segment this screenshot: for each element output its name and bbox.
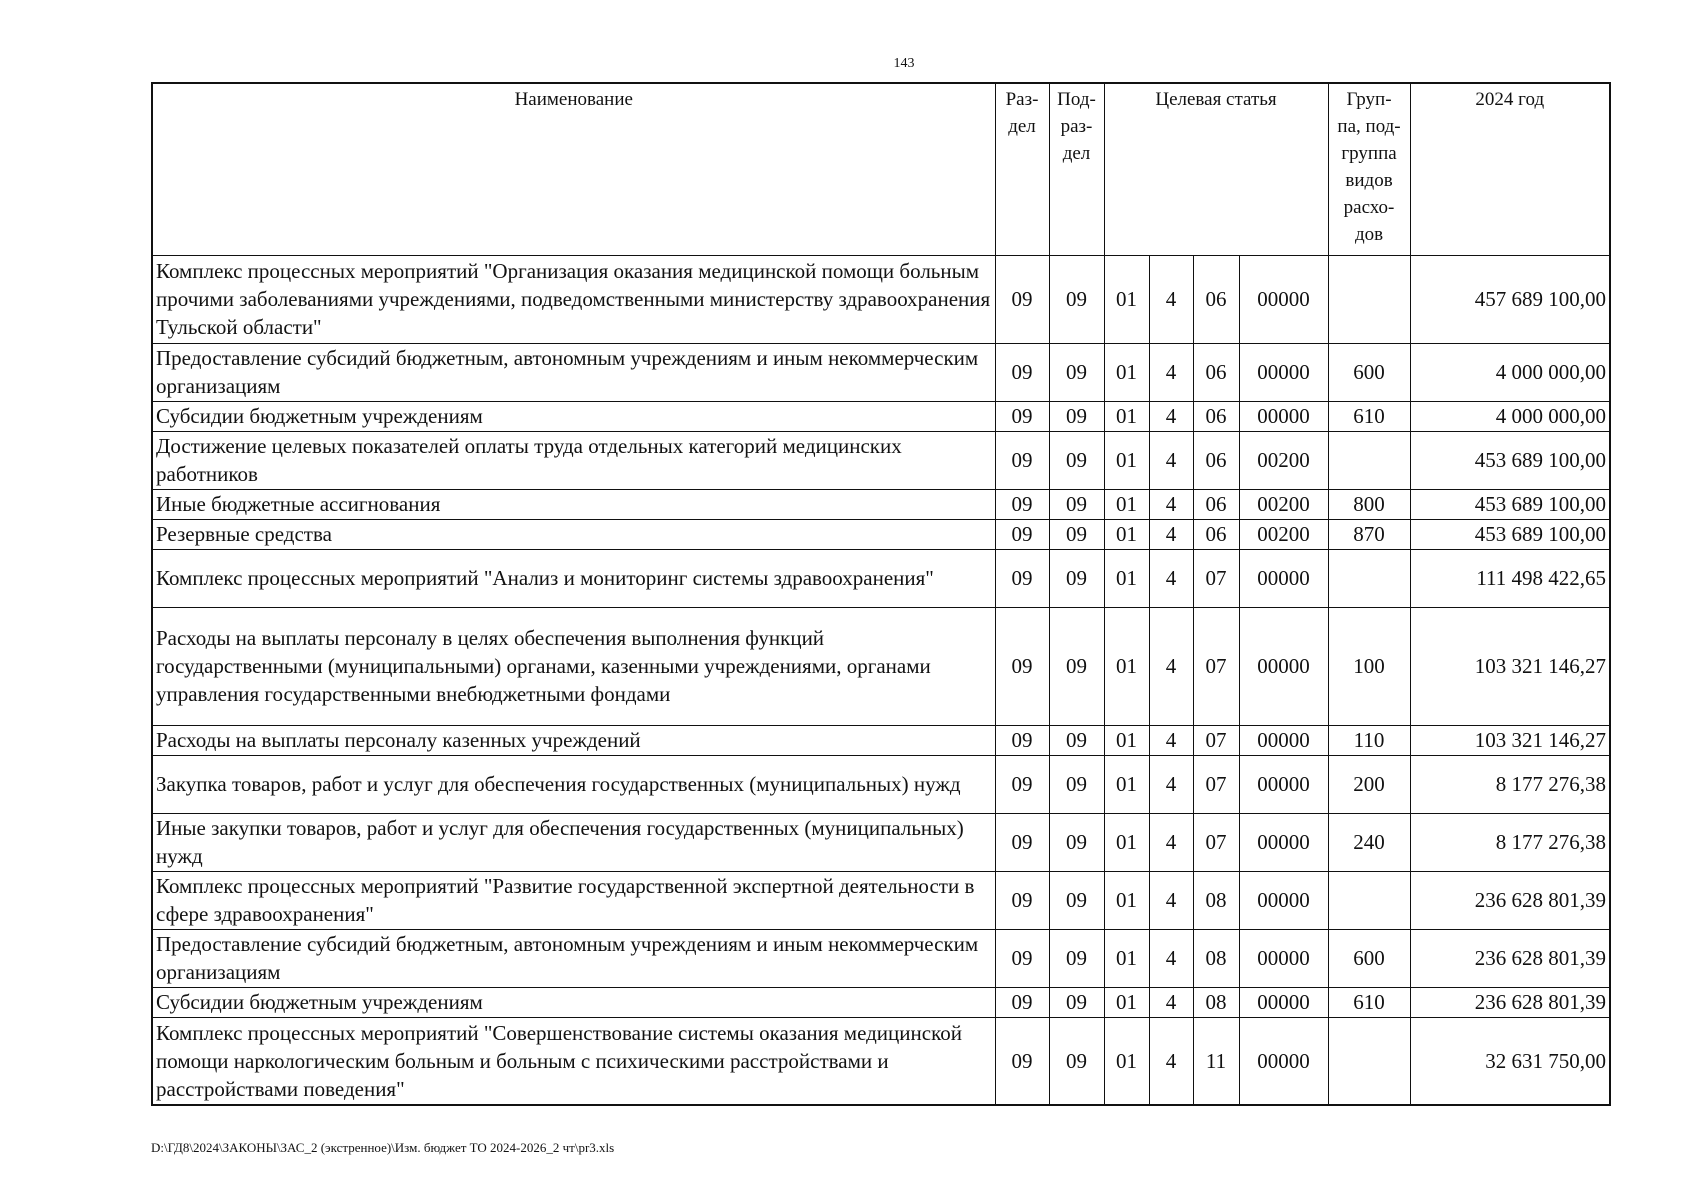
- row-expense-group: 200: [1328, 755, 1410, 813]
- row-target-3: 07: [1193, 607, 1239, 725]
- row-section: 09: [995, 401, 1049, 431]
- row-name: Комплекс процессных мероприятий "Развитие государственной экспертной деятельности в сфере здравоохранения": [152, 871, 995, 929]
- row-target-3: 06: [1193, 489, 1239, 519]
- row-name: Достижение целевых показателей оплаты труда отдельных категорий медицинских работников: [152, 431, 995, 489]
- header-group: Груп- па, под- группа видов расхо- дов: [1328, 83, 1410, 255]
- row-target-3: 07: [1193, 755, 1239, 813]
- table-row: [152, 489, 1610, 519]
- row-target-3: 08: [1193, 871, 1239, 929]
- row-name: Субсидии бюджетным учреждениям: [152, 987, 995, 1017]
- row-target-3: 08: [1193, 987, 1239, 1017]
- row-section: 09: [995, 987, 1049, 1017]
- row-target-4: 00000: [1239, 929, 1328, 987]
- row-target-2: 4: [1149, 987, 1193, 1017]
- row-target-2: 4: [1149, 929, 1193, 987]
- row-section: 09: [995, 489, 1049, 519]
- row-target-4: 00000: [1239, 987, 1328, 1017]
- row-amount: 236 628 801,39: [1410, 987, 1610, 1017]
- header-subsection: Под- раз- дел: [1049, 83, 1104, 255]
- row-target-4: 00000: [1239, 549, 1328, 607]
- row-target-3: 06: [1193, 255, 1239, 343]
- row-amount: 32 631 750,00: [1410, 1017, 1610, 1105]
- row-expense-group: [1328, 431, 1410, 489]
- row-target-1: 01: [1104, 871, 1149, 929]
- row-section: 09: [995, 871, 1049, 929]
- table-row: [152, 725, 1610, 755]
- row-target-4: 00200: [1239, 519, 1328, 549]
- row-target-1: 01: [1104, 929, 1149, 987]
- row-target-3: 06: [1193, 519, 1239, 549]
- row-section: 09: [995, 549, 1049, 607]
- row-subsection: 09: [1049, 255, 1104, 343]
- row-target-4: 00000: [1239, 401, 1328, 431]
- row-target-2: 4: [1149, 871, 1193, 929]
- row-expense-group: 870: [1328, 519, 1410, 549]
- row-amount: 453 689 100,00: [1410, 489, 1610, 519]
- table-row: [152, 549, 1610, 607]
- row-expense-group: 110: [1328, 725, 1410, 755]
- row-target-1: 01: [1104, 549, 1149, 607]
- row-name: Комплекс процессных мероприятий "Совершенствование системы оказания медицинской помощи наркологическим больным и больным с психическими расстройствами и расстройствами поведения": [152, 1017, 995, 1105]
- header-name: Наименование: [152, 83, 995, 255]
- row-target-2: 4: [1149, 489, 1193, 519]
- row-name: Субсидии бюджетным учреждениям: [152, 401, 995, 431]
- row-name: Предоставление субсидий бюджетным, автономным учреждениям и иным некоммерческим организациям: [152, 343, 995, 401]
- row-name: Закупка товаров, работ и услуг для обеспечения государственных (муниципальных) нужд: [152, 755, 995, 813]
- row-target-4: 00000: [1239, 813, 1328, 871]
- budget-table: [151, 82, 1611, 1106]
- row-section: 09: [995, 519, 1049, 549]
- row-expense-group: [1328, 1017, 1410, 1105]
- table-row: [152, 401, 1610, 431]
- row-target-4: 00000: [1239, 755, 1328, 813]
- row-target-4: 00000: [1239, 725, 1328, 755]
- row-target-2: 4: [1149, 549, 1193, 607]
- row-target-2: 4: [1149, 519, 1193, 549]
- row-target-1: 01: [1104, 519, 1149, 549]
- row-target-4: 00000: [1239, 343, 1328, 401]
- table-row: [152, 1017, 1610, 1105]
- table-row: [152, 987, 1610, 1017]
- row-amount: 4 000 000,00: [1410, 401, 1610, 431]
- row-target-1: 01: [1104, 343, 1149, 401]
- row-name: Комплекс процессных мероприятий "Анализ и мониторинг системы здравоохранения": [152, 549, 995, 607]
- row-target-4: 00200: [1239, 431, 1328, 489]
- row-target-2: 4: [1149, 255, 1193, 343]
- row-target-2: 4: [1149, 343, 1193, 401]
- table-row: [152, 871, 1610, 929]
- row-expense-group: 800: [1328, 489, 1410, 519]
- row-amount: 236 628 801,39: [1410, 871, 1610, 929]
- row-amount: 111 498 422,65: [1410, 549, 1610, 607]
- row-target-3: 11: [1193, 1017, 1239, 1105]
- table-row: [152, 255, 1610, 343]
- row-subsection: 09: [1049, 1017, 1104, 1105]
- row-target-1: 01: [1104, 255, 1149, 343]
- row-name: Комплекс процессных мероприятий "Организация оказания медицинской помощи больным прочими заболеваниями учреждениями, подведомственными министерству здравоохранения Тульской области": [152, 255, 995, 343]
- row-target-1: 01: [1104, 1017, 1149, 1105]
- row-target-4: 00000: [1239, 871, 1328, 929]
- row-target-2: 4: [1149, 431, 1193, 489]
- row-target-3: 06: [1193, 431, 1239, 489]
- row-target-3: 07: [1193, 813, 1239, 871]
- row-target-1: 01: [1104, 489, 1149, 519]
- row-subsection: 09: [1049, 489, 1104, 519]
- row-expense-group: [1328, 871, 1410, 929]
- row-name: Расходы на выплаты персоналу казенных учреждений: [152, 725, 995, 755]
- row-target-2: 4: [1149, 725, 1193, 755]
- row-target-1: 01: [1104, 725, 1149, 755]
- row-section: 09: [995, 929, 1049, 987]
- row-subsection: 09: [1049, 519, 1104, 549]
- row-section: 09: [995, 725, 1049, 755]
- row-target-4: 00000: [1239, 607, 1328, 725]
- row-expense-group: [1328, 255, 1410, 343]
- row-target-4: 00000: [1239, 255, 1328, 343]
- footer-file-path: D:\ГД8\2024\ЗАКОНЫ\ЗАС_2 (экстренное)\Изм. бюджет ТО 2024-2026_2 чт\pr3.xls: [151, 1140, 615, 1155]
- row-subsection: 09: [1049, 755, 1104, 813]
- row-name: Предоставление субсидий бюджетным, автономным учреждениям и иным некоммерческим организациям: [152, 929, 995, 987]
- row-amount: 453 689 100,00: [1410, 431, 1610, 489]
- row-expense-group: [1328, 549, 1410, 607]
- row-target-3: 08: [1193, 929, 1239, 987]
- row-target-2: 4: [1149, 813, 1193, 871]
- row-target-2: 4: [1149, 1017, 1193, 1105]
- table-row: [152, 755, 1610, 813]
- row-subsection: 09: [1049, 813, 1104, 871]
- row-target-4: 00200: [1239, 489, 1328, 519]
- row-subsection: 09: [1049, 431, 1104, 489]
- row-target-3: 07: [1193, 549, 1239, 607]
- row-amount: 457 689 100,00: [1410, 255, 1610, 343]
- row-amount: 4 000 000,00: [1410, 343, 1610, 401]
- row-name: Резервные средства: [152, 519, 995, 549]
- row-amount: 453 689 100,00: [1410, 519, 1610, 549]
- table-row: [152, 813, 1610, 871]
- row-target-1: 01: [1104, 987, 1149, 1017]
- row-target-1: 01: [1104, 431, 1149, 489]
- row-section: 09: [995, 607, 1049, 725]
- row-name: Иные бюджетные ассигнования: [152, 489, 995, 519]
- row-target-1: 01: [1104, 607, 1149, 725]
- table-row: [152, 607, 1610, 725]
- table-row: [152, 519, 1610, 549]
- row-subsection: 09: [1049, 871, 1104, 929]
- header-section: Раз- дел: [995, 83, 1049, 255]
- row-expense-group: 100: [1328, 607, 1410, 725]
- row-target-3: 06: [1193, 343, 1239, 401]
- row-subsection: 09: [1049, 401, 1104, 431]
- row-amount: 8 177 276,38: [1410, 755, 1610, 813]
- row-subsection: 09: [1049, 607, 1104, 725]
- row-expense-group: 600: [1328, 929, 1410, 987]
- row-subsection: 09: [1049, 929, 1104, 987]
- row-target-2: 4: [1149, 401, 1193, 431]
- table-row: [152, 431, 1610, 489]
- row-expense-group: 240: [1328, 813, 1410, 871]
- header-target: Целевая статья: [1104, 83, 1328, 255]
- row-target-1: 01: [1104, 755, 1149, 813]
- row-target-4: 00000: [1239, 1017, 1328, 1105]
- row-target-3: 07: [1193, 725, 1239, 755]
- row-section: 09: [995, 343, 1049, 401]
- row-section: 09: [995, 755, 1049, 813]
- header-row: [152, 83, 1610, 255]
- row-expense-group: 610: [1328, 401, 1410, 431]
- row-subsection: 09: [1049, 549, 1104, 607]
- table-row: [152, 929, 1610, 987]
- row-amount: 236 628 801,39: [1410, 929, 1610, 987]
- table-body: [152, 255, 1610, 1105]
- row-amount: 103 321 146,27: [1410, 725, 1610, 755]
- row-name: Расходы на выплаты персоналу в целях обеспечения выполнения функций государственными (муниципальными) органами, казенными учреждениями, органами управления государственными внебюджетными фондами: [152, 607, 995, 725]
- row-amount: 103 321 146,27: [1410, 607, 1610, 725]
- row-section: 09: [995, 255, 1049, 343]
- row-expense-group: 610: [1328, 987, 1410, 1017]
- row-expense-group: 600: [1328, 343, 1410, 401]
- row-section: 09: [995, 813, 1049, 871]
- row-subsection: 09: [1049, 725, 1104, 755]
- header-year: 2024 год: [1410, 83, 1610, 255]
- row-subsection: 09: [1049, 987, 1104, 1017]
- row-subsection: 09: [1049, 343, 1104, 401]
- row-amount: 8 177 276,38: [1410, 813, 1610, 871]
- row-target-1: 01: [1104, 813, 1149, 871]
- row-name: Иные закупки товаров, работ и услуг для обеспечения государственных (муниципальных) нужд: [152, 813, 995, 871]
- page-number: 143: [893, 56, 915, 71]
- row-section: 09: [995, 431, 1049, 489]
- row-target-2: 4: [1149, 607, 1193, 725]
- row-target-3: 06: [1193, 401, 1239, 431]
- table-row: [152, 343, 1610, 401]
- row-target-2: 4: [1149, 755, 1193, 813]
- row-section: 09: [995, 1017, 1049, 1105]
- row-target-1: 01: [1104, 401, 1149, 431]
